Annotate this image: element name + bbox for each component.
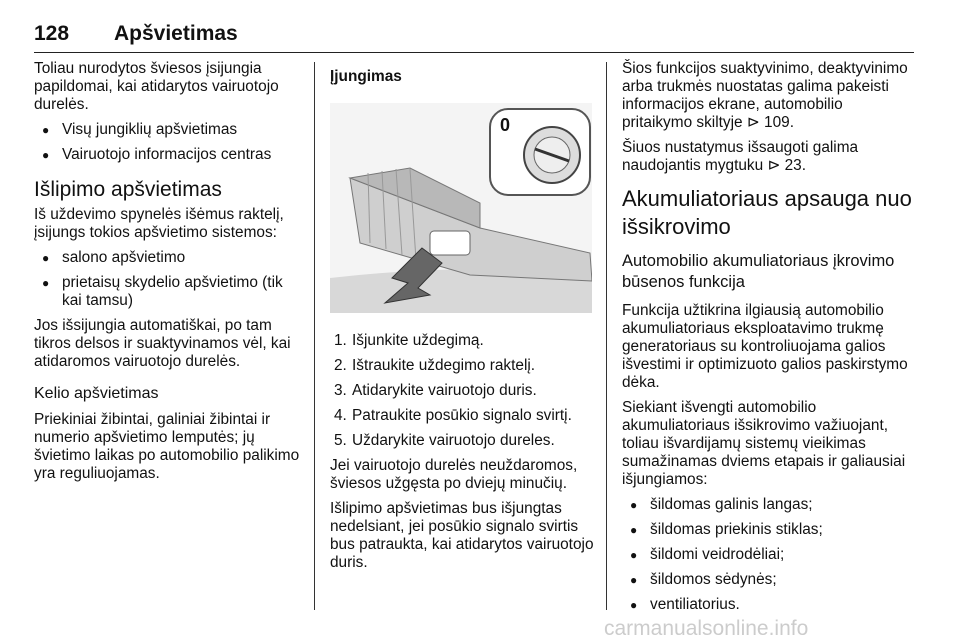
list-item: ● šildomas galinis langas; <box>622 496 914 514</box>
list-item <box>330 357 600 375</box>
step-number: 2. <box>334 357 347 374</box>
list-item <box>330 332 600 350</box>
paragraph: Šiuos nustatymus išsaugoti galima naudojantis mygtuku ⊳ 23. <box>622 139 859 174</box>
subsection-heading: Automobilio akumuliatoriaus įkrovimo būsenos funkcija <box>622 252 895 291</box>
paragraph: Iš uždevimo spynelės išėmus raktelį, įsijungs tokios apšvietimo sistemos: <box>34 206 284 241</box>
step-text: Uždarykite vairuotojo dureles. <box>352 432 555 449</box>
column-divider <box>314 62 315 610</box>
list-item: ● šildomi veidrodėliai; <box>622 546 914 564</box>
page-header <box>34 22 914 52</box>
paragraph: Siekiant išvengti automobilio akumuliatoriaus išsikrovimo važiuojant, toliau išvardijamų sistemų vieikimas sumažinamas dviems etapais ir galiausiai išjungiamos: <box>622 399 906 488</box>
page-number: 128 <box>34 22 70 45</box>
paragraph: Šios funkcijos suaktyvinimo, deaktyvinimo arba trukmės nuostatas galima pakeisti informacijos ekrane, automobilio pritaikymo skiltyje ⊳ 109. <box>622 60 908 131</box>
step-text: Atidarykite vairuotojo duris. <box>352 382 537 399</box>
list-item <box>330 382 600 400</box>
list-item: ● Visų jungiklių apšvietimas <box>34 121 306 139</box>
watermark: carmanualsonline.info <box>604 617 809 640</box>
paragraph: Jei vairuotojo durelės neuždaromos, šviesos užgęsta po dviejų minučių. <box>330 457 578 492</box>
intro-paragraph: Toliau nurodytos šviesos įsijungia papildomai, kai atidarytos vairuotojo durelės. <box>34 60 279 113</box>
step-text: Ištraukite uždegimo raktelį. <box>352 357 536 374</box>
steps-list <box>330 332 600 450</box>
list-item <box>330 432 600 450</box>
step-text: Išjunkite uždegimą. <box>352 332 484 349</box>
step-text: Patraukite posūkio signalo svirtį. <box>352 407 572 424</box>
step-number: 4. <box>334 407 347 424</box>
bullet-list <box>34 121 306 164</box>
paragraph: Jos išsijungia automatiškai, po tam tikros delsos ir suaktyvinamos vėl, kai atidaromos vairuotojo durelės. <box>34 317 291 370</box>
paragraph: Priekiniai žibintai, galiniai žibintai ir numerio apšvietimo lemputės; jų švietimo laikas po automobilio palikimo yra reguliuojamas. <box>34 411 300 482</box>
column-3 <box>622 60 914 621</box>
turn-signal-lever-illustration <box>330 103 592 313</box>
bullet-list <box>622 496 914 614</box>
page-title: Apšvietimas <box>114 22 238 45</box>
step-number: 5. <box>334 432 347 449</box>
list-item: ● prietaisų skydelio apšvietimo (tik kai tamsu) <box>34 274 306 310</box>
step-number: 3. <box>334 382 347 399</box>
section-heading: Išlipimo apšvietimas <box>34 178 222 201</box>
list-item: ● šildomas priekinis stiklas; <box>622 521 914 539</box>
list-item <box>330 407 600 425</box>
list-item: ● Vairuotojo informacijos centras <box>34 146 306 164</box>
list-item: ● ventiliatorius. <box>622 596 914 614</box>
bullet-list <box>34 249 306 310</box>
step-number: 1. <box>334 332 347 349</box>
header-rule <box>34 52 914 53</box>
illustration-label: 0 <box>500 115 511 135</box>
paragraph: Funkcija užtikrina ilgiausią automobilio akumuliatoriaus eksploatavimo trukmę generatoriaus su kontroliuojama galios išvestimi ir optimizuoto galios paskirstymo dėka. <box>622 302 908 391</box>
ignition-switch-inset <box>490 109 590 195</box>
section-heading: Akumuliatoriaus apsauga nuo išsikrovimo <box>622 186 912 239</box>
column-2 <box>330 68 600 579</box>
column-1 <box>34 60 306 490</box>
subsection-heading: Kelio apšvietimas <box>34 385 159 402</box>
column-divider <box>606 62 607 610</box>
list-item: ● šildomos sėdynės; <box>622 571 914 589</box>
subsection-heading: Įjungimas <box>330 68 402 85</box>
paragraph: Išlipimo apšvietimas bus išjungtas nedelsiant, jei posūkio signalo svirtis bus patraukta, kai atidarytos vairuotojo duris. <box>330 500 594 571</box>
list-item: ● salono apšvietimo <box>34 249 306 267</box>
